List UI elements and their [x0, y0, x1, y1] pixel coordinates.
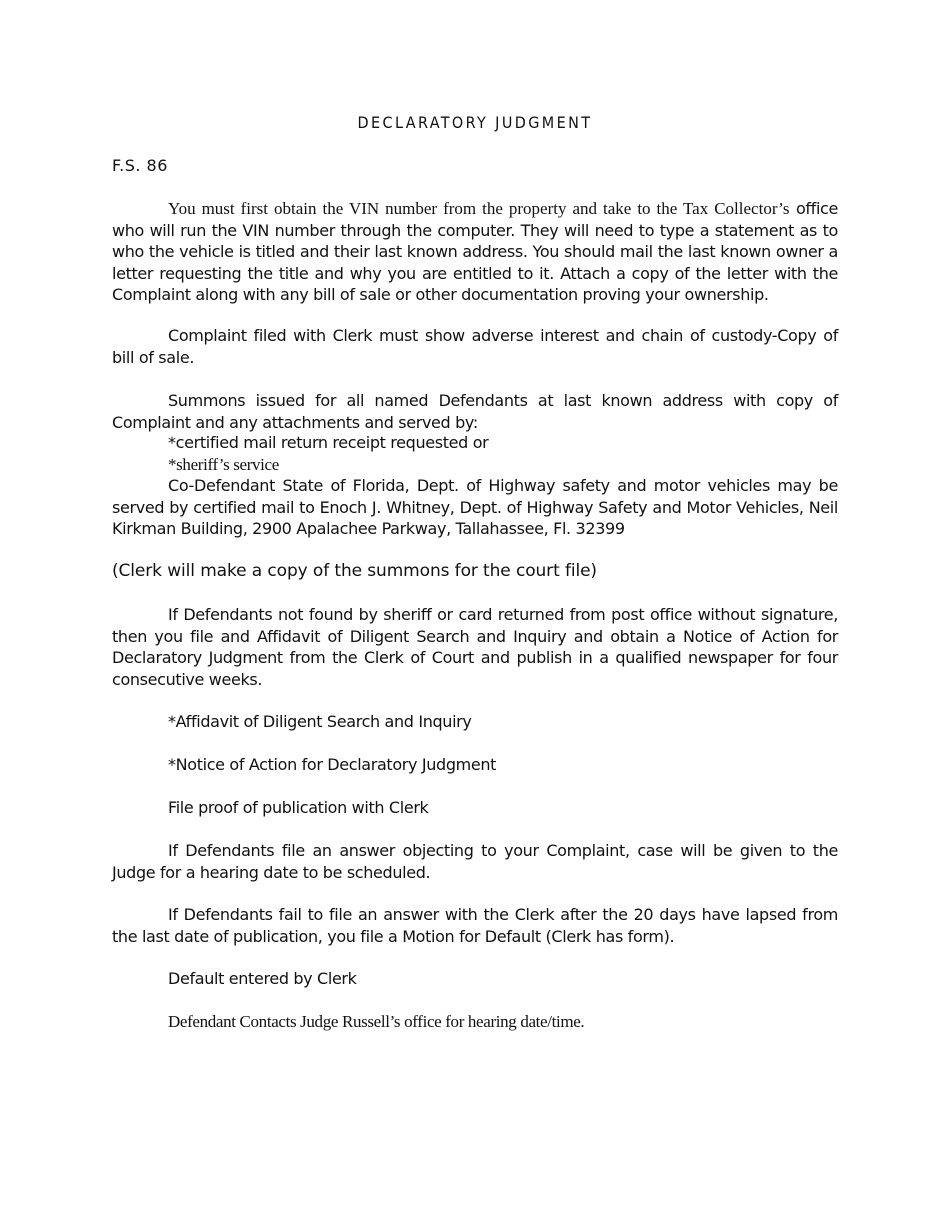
list-item-default-entered: Default entered by Clerk [168, 969, 357, 988]
paragraph-codefendant-text: Co-Defendant State of Florida, Dept. of Highway safety and motor vehicles may be served by certified mail to Enoch J. Whitney, Dept. of Highway Safety and Motor Vehicles, Neil Kirkman Building, 2900 Apalachee Parkway, Tallahassee, Fl. 32399 [112, 476, 838, 538]
list-item-proof: File proof of publication with Clerk [168, 798, 429, 817]
document-title: DECLARATORY JUDGMENT [357, 113, 593, 132]
paragraph-not-found-text: If Defendants not found by sheriff or card returned from post office without signature, then you file and Affidavit of Diligent Search and Inquiry and obtain a Notice of Action for Declaratory Judgment from the Clerk of Court and publish in a qualified newspaper for four consecutive weeks. [112, 605, 838, 689]
list-item-certified-mail: *certified mail return receipt requested or [168, 433, 489, 452]
statute-reference: F.S. 86 [112, 156, 168, 175]
paragraph-vin-rest: office who will run the VIN number through the computer. They will need to type a statement as to who the vehicle is titled and their last known address. You should mail the last known owner a letter requesting the title and why you are entitled to it. Attach a copy of the letter with the Complaint along with any bill of sale or other documentation proving your ownership. [112, 199, 838, 304]
paragraph-default-text: If Defendants fail to file an answer with the Clerk after the 20 days have lapsed from the last date of publication, you file a Motion for Default (Clerk has form). [112, 905, 838, 946]
paragraph-answer [112, 840, 838, 883]
list-item-sheriff-service: *sheriff’s service [168, 455, 279, 474]
list-item-judge-contact: Defendant Contacts Judge Russell’s office for hearing date/time. [168, 1012, 585, 1031]
list-item-notice: *Notice of Action for Declaratory Judgment [168, 755, 497, 774]
paragraph-summons-text: Summons issued for all named Defendants at last known address with copy of Complaint and any attachments and served by: [112, 391, 838, 432]
paragraph-vin [112, 198, 838, 306]
list-item-affidavit: *Affidavit of Diligent Search and Inquiry [168, 712, 472, 731]
paragraph-summons [112, 390, 838, 433]
clerk-note: (Clerk will make a copy of the summons for the court file) [112, 561, 597, 581]
paragraph-complaint [112, 325, 838, 368]
paragraph-complaint-text: Complaint filed with Clerk must show adverse interest and chain of custody-Copy of bill of sale. [112, 326, 838, 367]
paragraph-not-found [112, 604, 838, 690]
paragraph-default [112, 904, 838, 947]
paragraph-codefendant [112, 475, 838, 540]
paragraph-answer-text: If Defendants file an answer objecting to your Complaint, case will be given to the Judge for a hearing date to be scheduled. [112, 841, 838, 882]
paragraph-vin-serif: You must first obtain the VIN number from the property and take to the Tax Collector’s [168, 199, 790, 218]
